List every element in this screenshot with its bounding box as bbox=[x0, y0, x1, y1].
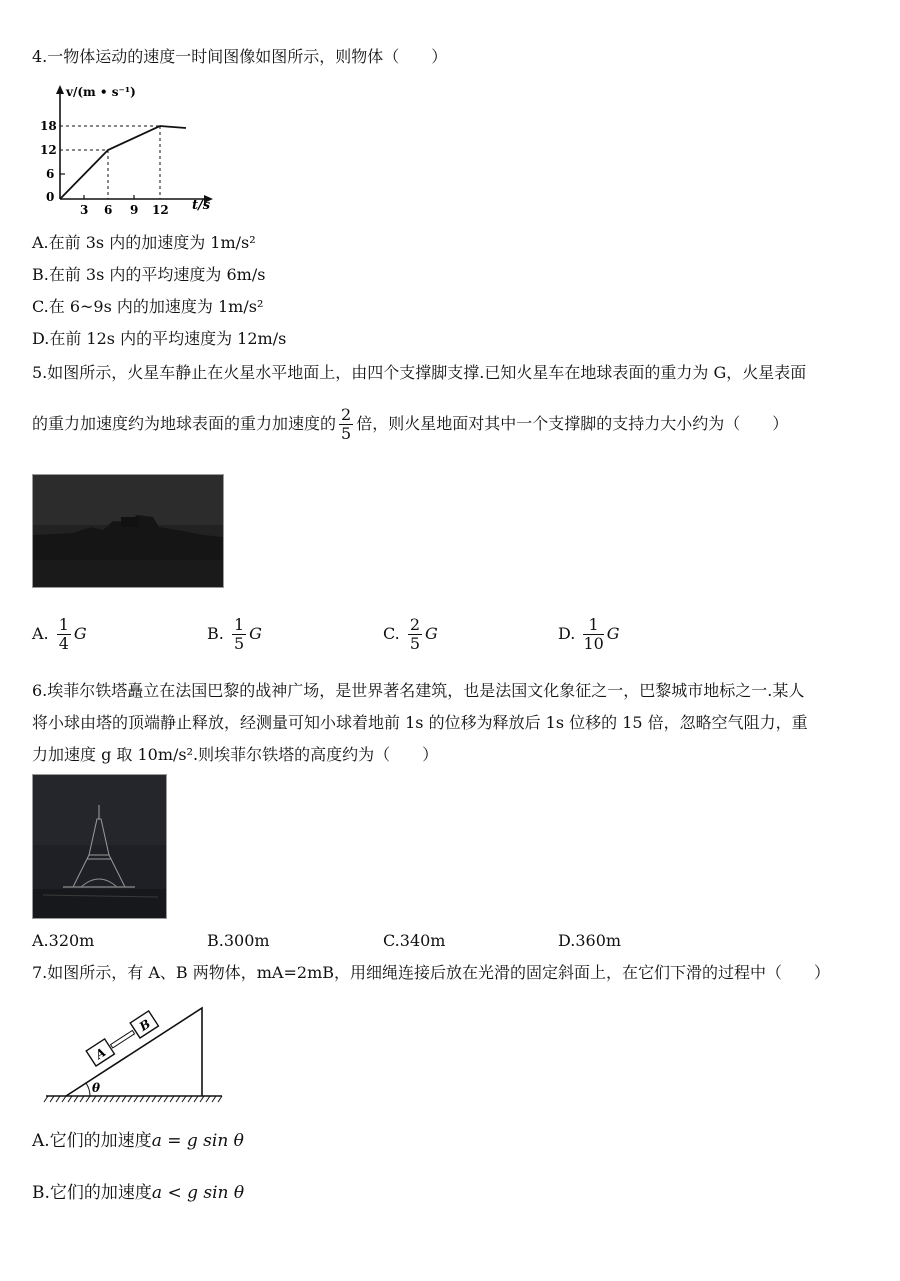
q5-option-d[interactable]: D. $\frac{1}{10}$ G bbox=[558, 615, 620, 653]
block-b-label: B bbox=[136, 1016, 154, 1034]
y-tick-12: 12 bbox=[40, 143, 57, 157]
q4-option-d[interactable]: D.在前 12s 内的平均速度为 12m/s bbox=[32, 329, 287, 348]
x-tick-12: 12 bbox=[152, 203, 169, 217]
q6-stem-line2: 将小球由塔的顶端静止释放，经测量可知小球着地前 1s 的位移为释放后 1s 位移的 15 倍，忽略空气阻力，重 bbox=[32, 713, 808, 732]
q4-stem: 4.一物体运动的速度一时间图像如图所示，则物体（ ） bbox=[32, 47, 448, 66]
q7-option-a[interactable]: A.它们的加速度a = g sin θ bbox=[32, 1131, 244, 1151]
y-tick-6: 6 bbox=[46, 167, 55, 181]
q7-option-b[interactable]: B.它们的加速度a < g sin θ bbox=[32, 1183, 245, 1203]
q5-stem-line2: 的重力加速度约为地球表面的重力加速度的 $\frac{2}{5}$ 倍，则火星地面对其中一个支撑脚的支持力大小约为（ ） bbox=[32, 405, 789, 443]
velocity-curve bbox=[60, 126, 186, 199]
y-axis-label: v/(m • s⁻¹) bbox=[66, 85, 136, 99]
q7-incline-diagram bbox=[40, 1002, 230, 1106]
q4-velocity-time-graph bbox=[32, 82, 222, 222]
y-axis-arrow bbox=[56, 85, 64, 94]
origin-label: 0 bbox=[46, 190, 55, 204]
eiffel-tower-photo bbox=[32, 774, 167, 919]
q6-option-d[interactable]: D.360m bbox=[558, 931, 622, 950]
q4-option-a[interactable]: A.在前 3s 内的加速度为 1m/s² bbox=[32, 233, 256, 252]
block-a-label: A bbox=[92, 1045, 109, 1062]
x-tick-3: 3 bbox=[80, 203, 89, 217]
q5-option-c[interactable]: C. $\frac{2}{5}$ G bbox=[383, 615, 438, 653]
x-tick-9: 9 bbox=[130, 203, 139, 217]
q6-option-a[interactable]: A.320m bbox=[32, 931, 95, 950]
x-axis-label: t/s bbox=[192, 198, 211, 213]
rope bbox=[111, 1030, 135, 1048]
q5-option-b[interactable]: B. $\frac{1}{5}$ G bbox=[207, 615, 262, 653]
q5-stem-line1: 5.如图所示，火星车静止在火星水平地面上，由四个支撑脚支撑.已知火星车在地球表面的重力为 G，火星表面 bbox=[32, 363, 807, 382]
mars-rover-photo bbox=[32, 474, 224, 588]
x-tick-6: 6 bbox=[104, 203, 113, 217]
q5-option-a[interactable]: A. $\frac{1}{4}$ G bbox=[32, 615, 87, 653]
q6-option-b[interactable]: B.300m bbox=[207, 931, 270, 950]
q4-option-c[interactable]: C.在 6~9s 内的加速度为 1m/s² bbox=[32, 297, 264, 316]
q4-option-b[interactable]: B.在前 3s 内的平均速度为 6m/s bbox=[32, 265, 266, 284]
q6-stem-line1: 6.埃菲尔铁塔矗立在法国巴黎的战神广场，是世界著名建筑，也是法国文化象征之一，巴黎城市地标之一.某人 bbox=[32, 681, 805, 700]
q7-stem: 7.如图所示，有 A、B 两物体，mA=2mB，用细绳连接后放在光滑的固定斜面上，在它们下滑的过程中（ ） bbox=[32, 963, 830, 982]
angle-theta-label: θ bbox=[92, 1081, 101, 1095]
q6-option-c[interactable]: C.340m bbox=[383, 931, 446, 950]
q6-stem-line3: 力加速度 g 取 10m/s².则埃菲尔铁塔的高度约为（ ） bbox=[32, 745, 439, 764]
q5-fraction: $\frac{2}{5}$ bbox=[341, 405, 352, 443]
y-tick-18: 18 bbox=[40, 119, 57, 133]
